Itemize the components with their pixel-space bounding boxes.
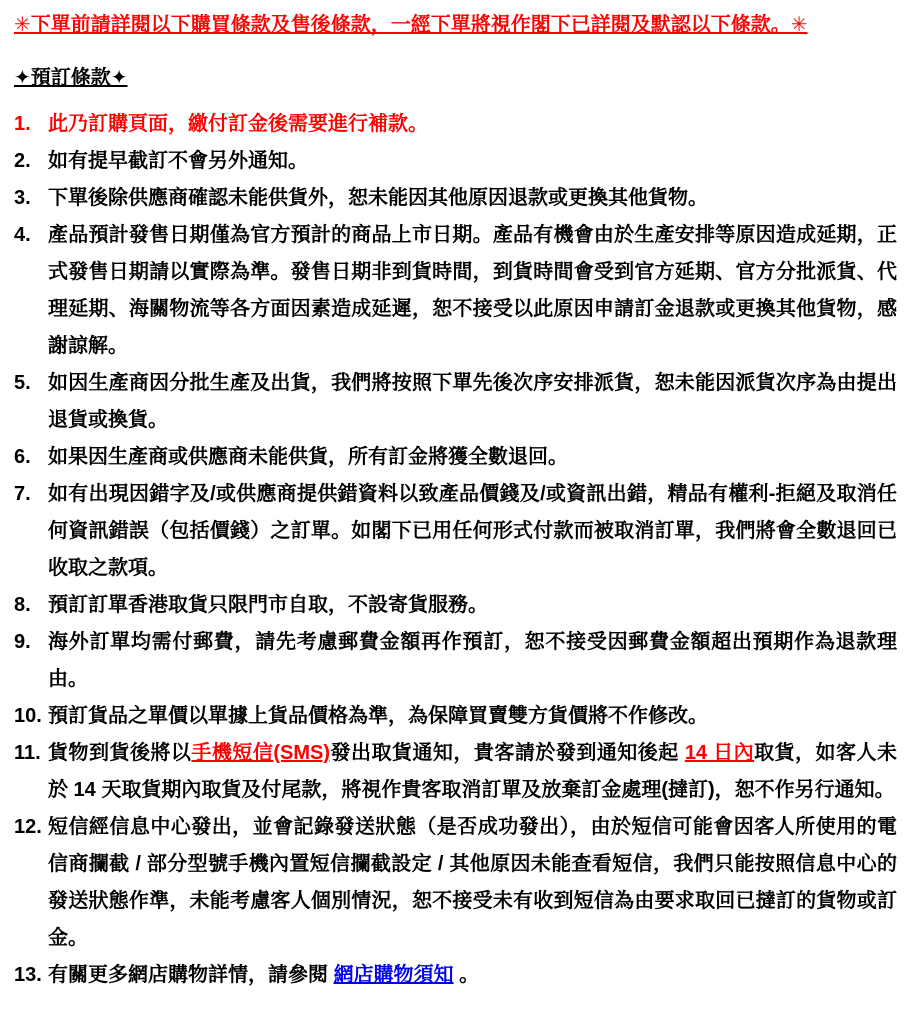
term-item bbox=[14, 809, 897, 957]
term-text-segment: 貨物到貨後將以 bbox=[48, 742, 192, 764]
term-number: 5. bbox=[14, 372, 31, 394]
term-text bbox=[48, 587, 897, 624]
term-text-segment: 如有出現因錯字及/或供應商提供錯資料以致產品價錢及/或資訊出錯，精品有權利-拒絕及取消任何資訊錯誤（包括價錢）之訂單。如閣下已用任何形式付款而被取消訂單，我們將會全數退回已收取之款項。 bbox=[48, 483, 897, 579]
term-text bbox=[48, 143, 897, 180]
term-item bbox=[14, 143, 897, 180]
term-number: 3. bbox=[14, 187, 31, 209]
term-text-segment: 預訂訂單香港取貨只限門市自取，不設寄貨服務。 bbox=[48, 594, 488, 616]
term-text bbox=[48, 735, 897, 809]
term-number: 11. bbox=[14, 742, 41, 764]
term-item bbox=[14, 957, 897, 994]
term-item bbox=[14, 106, 897, 143]
term-text-segment: 如有提早截訂不會另外通知。 bbox=[48, 150, 308, 172]
term-item bbox=[14, 624, 897, 698]
term-number: 7. bbox=[14, 483, 31, 505]
term-text bbox=[48, 624, 897, 698]
term-text-segment: 有關更多網店購物詳情，請參閱 bbox=[48, 964, 334, 986]
term-text-segment: 海外訂單均需付郵費，請先考慮郵費金額再作預訂，恕不接受因郵費金額超出預期作為退款理由。 bbox=[48, 631, 897, 690]
preorder-terms-section-title: ✦預訂條款✦ bbox=[14, 67, 128, 89]
term-text bbox=[48, 698, 897, 735]
term-number: 4. bbox=[14, 224, 31, 246]
term-number: 12. bbox=[14, 816, 42, 838]
term-text-segment: 。 bbox=[453, 964, 480, 986]
term-text-segment: 預訂貨品之單價以單據上貨品價格為準，為保障買賣雙方貨價將不作修改。 bbox=[48, 705, 708, 727]
term-text-segment: 取貨，如客人未於 14 天取貨期內取貨及付尾款，將視作貴客取消訂單及放棄訂金處理(撻訂)，恕不作另行通知。 bbox=[48, 742, 897, 801]
term-text bbox=[48, 957, 897, 994]
term-text bbox=[48, 217, 897, 365]
sms-highlight: 手機短信(SMS) bbox=[191, 742, 331, 764]
terms-list bbox=[14, 106, 897, 994]
term-text-segment: 如因生產商因分批生產及出貨，我們將按照下單先後次序安排派貨，恕未能因派貨次序為由提出退貨或換貨。 bbox=[48, 372, 897, 431]
term-number: 1. bbox=[14, 113, 31, 135]
term-number: 13. bbox=[14, 964, 42, 986]
term-item bbox=[14, 476, 897, 587]
term-item bbox=[14, 587, 897, 624]
pickup-deadline-highlight: 14 日內 bbox=[684, 742, 755, 764]
term-item bbox=[14, 439, 897, 476]
term-number: 6. bbox=[14, 446, 31, 468]
term-text bbox=[48, 809, 897, 957]
store-shopping-notice-link[interactable]: 網店購物須知 bbox=[333, 964, 454, 986]
term-number: 8. bbox=[14, 594, 31, 616]
term-item bbox=[14, 698, 897, 735]
term-text-segment: 如果因生產商或供應商未能供貨，所有訂金將獲全數退回。 bbox=[48, 446, 568, 468]
term-item bbox=[14, 735, 897, 809]
term-text bbox=[48, 365, 897, 439]
term-text bbox=[48, 439, 897, 476]
term-text bbox=[48, 106, 897, 143]
term-item bbox=[14, 365, 897, 439]
term-number: 9. bbox=[14, 631, 31, 653]
term-text-segment: 產品預計發售日期僅為官方預計的商品上市日期。產品有機會由於生產安排等原因造成延期，正式發售日期請以實際為準。發售日期非到貨時間，到貨時間會受到官方延期、官方分批派貨、代理延期、海關物流等各方面因素造成延遲，恕不接受以此原因申請訂金退款或更換其他貨物，感謝諒解。 bbox=[48, 224, 897, 357]
term-text-segment: 下單後除供應商確認未能供貨外，恕未能因其他原因退款或更換其他貨物。 bbox=[48, 187, 708, 209]
term-text-segment: 發出取貨通知，貴客請於發到通知後起 bbox=[330, 742, 685, 764]
purchase-terms-notice-header: ✳下單前請詳閱以下購買條款及售後條款，一經下單將視作閣下已詳閱及默認以下條款。✳ bbox=[14, 14, 808, 36]
term-number: 2. bbox=[14, 150, 31, 172]
term-number: 10. bbox=[14, 705, 42, 727]
term-text bbox=[48, 180, 897, 217]
term-item bbox=[14, 180, 897, 217]
term-text-segment: 此乃訂購頁面，繳付訂金後需要進行補款。 bbox=[48, 113, 428, 135]
term-item bbox=[14, 217, 897, 365]
term-text bbox=[48, 476, 897, 587]
term-text-segment: 短信經信息中心發出，並會記錄發送狀態（是否成功發出），由於短信可能會因客人所使用的電信商攔截 / 部分型號手機內置短信攔截設定 / 其他原因未能查看短信，我們只能按照信息中心的發送狀態作準，未能考慮客人個別情況，恕不接受未有收到短信為由要求取回已撻訂的貨物或訂金。 bbox=[48, 816, 897, 949]
